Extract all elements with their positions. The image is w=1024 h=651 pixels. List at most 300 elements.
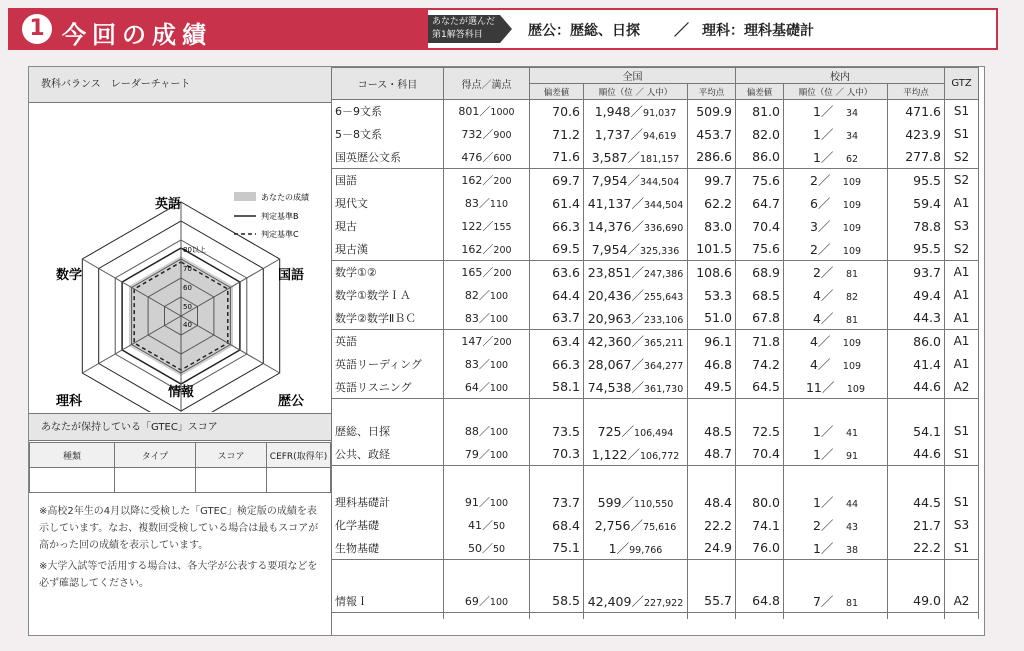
slash-separator: ／ <box>631 265 644 281</box>
chevron-right-icon <box>500 15 512 43</box>
sch-rank-cell <box>784 514 888 537</box>
gtz-grade: A1 <box>953 357 970 371</box>
nat-rank-cell <box>584 330 688 353</box>
slash-separator: ／ <box>627 241 640 257</box>
slash-separator: ／ <box>627 149 640 165</box>
national-deviation: 69.7 <box>552 172 580 188</box>
nat-avg-cell <box>688 238 736 261</box>
national-deviation: 75.1 <box>552 540 580 556</box>
course-cell <box>332 330 444 353</box>
school-rank: 11 <box>805 379 822 395</box>
gtz-cell <box>945 238 979 261</box>
school-count: 91 <box>845 450 859 462</box>
national-count: 227,922 <box>643 597 684 609</box>
score-value: 83 <box>464 311 479 325</box>
sch-dev-cell <box>736 353 784 376</box>
course-cell <box>332 420 444 443</box>
header-bar <box>8 8 998 50</box>
gtz-grade: S1 <box>953 495 970 509</box>
nat-dev-cell <box>530 284 584 307</box>
gtz-grade: S1 <box>953 540 970 555</box>
school-count: 38 <box>845 544 859 556</box>
nat-dev-cell <box>530 215 584 238</box>
slash-separator: ／ <box>630 104 644 120</box>
school-average: 59.4 <box>913 195 941 211</box>
national-deviation: 71.6 <box>552 149 580 165</box>
score-cell <box>444 590 530 613</box>
col-nat-dev: 偏差値 <box>530 84 584 100</box>
slash-separator: ／ <box>820 310 846 326</box>
scale-label-60: 60 <box>183 284 192 292</box>
slash-separator: ／ <box>482 266 494 280</box>
sch-dev-cell <box>736 146 784 169</box>
score-table <box>331 67 979 619</box>
slash-separator: ／ <box>820 288 846 303</box>
national-deviation: 63.6 <box>552 264 580 280</box>
national-rank: 42,409 <box>587 593 632 609</box>
national-count: 344,504 <box>640 177 680 189</box>
score-cell <box>444 146 530 169</box>
school-average: 41.4 <box>913 356 941 372</box>
course-cell <box>332 443 444 466</box>
national-rank: 14,376 <box>587 219 632 234</box>
score-cell <box>444 514 530 537</box>
slash-separator: ／ <box>630 127 644 142</box>
nat-rank-cell <box>584 123 688 146</box>
table-row <box>332 443 979 466</box>
national-count: 255,643 <box>643 292 684 303</box>
school-deviation: 75.6 <box>752 241 780 257</box>
sch-rank-cell <box>784 443 888 466</box>
full-score: 50 <box>492 543 506 555</box>
slash-separator: ／ <box>478 311 490 325</box>
school-deviation: 64.7 <box>752 195 780 211</box>
slash-separator: ／ <box>479 105 491 119</box>
national-rank: 1,948 <box>594 104 631 120</box>
slash-separator: ／ <box>820 265 846 281</box>
school-count: 109 <box>842 177 862 189</box>
national-count: 181,157 <box>640 153 680 165</box>
nat-rank-cell <box>584 353 688 376</box>
full-score: 100 <box>489 449 509 461</box>
slash-separator: ／ <box>621 495 635 510</box>
sch-avg-cell <box>888 514 945 537</box>
national-count: 365,211 <box>643 338 684 350</box>
sch-avg-cell <box>888 146 945 169</box>
table-row <box>332 215 979 238</box>
sch-avg-cell <box>888 100 945 123</box>
national-count: 247,386 <box>643 269 684 281</box>
school-rank: 1 <box>812 104 821 120</box>
slash-separator: ／ <box>478 197 490 210</box>
slash-separator: ／ <box>631 219 644 234</box>
score-cell <box>444 307 530 330</box>
score-value: 476 <box>461 150 483 164</box>
filler-cell <box>945 613 979 619</box>
sch-rank-cell <box>784 215 888 238</box>
sch-rank-cell <box>784 376 888 399</box>
sch-rank-cell <box>784 261 888 284</box>
school-deviation: 64.5 <box>752 379 780 395</box>
course-name: 数学①② <box>335 266 377 280</box>
national-count: 91,037 <box>643 108 677 120</box>
score-value: 162 <box>461 242 483 256</box>
school-average: 44.6 <box>913 446 941 462</box>
legend-score: あなたの成績 <box>261 193 309 202</box>
score-value: 732 <box>461 128 483 141</box>
school-average: 95.5 <box>913 241 941 257</box>
filler-cell <box>530 613 584 619</box>
sch-rank-cell <box>784 537 888 560</box>
school-deviation: 68.5 <box>752 287 780 303</box>
table-row <box>332 307 979 330</box>
slash-separator: ／ <box>482 128 494 141</box>
filler-cell <box>584 613 688 619</box>
score-cell <box>444 284 530 307</box>
school-rank: 4 <box>809 357 818 372</box>
nat-avg-cell <box>688 590 736 613</box>
course-name: 歴総、日探 <box>335 425 390 438</box>
school-average: 78.8 <box>913 218 941 234</box>
header-title-block <box>8 10 428 48</box>
national-rank: 41,137 <box>587 196 632 211</box>
school-deviation: 76.0 <box>752 540 780 556</box>
sch-rank-cell <box>784 123 888 146</box>
gtz-grade: A2 <box>953 379 970 394</box>
section-number: 1 <box>22 14 52 44</box>
school-count: 81 <box>845 597 859 609</box>
nat-rank-cell <box>584 514 688 537</box>
school-count: 81 <box>845 269 859 281</box>
national-rank: 2,756 <box>594 518 631 533</box>
sch-dev-cell <box>736 491 784 514</box>
sch-avg-cell <box>888 420 945 443</box>
gtz-grade: A1 <box>953 334 970 349</box>
chosen-subject-label: あなたが選んだ第1解答科目 <box>428 15 500 43</box>
spacer-cell <box>736 560 784 590</box>
nat-avg-cell <box>688 261 736 284</box>
gtz-cell <box>945 491 979 514</box>
school-count: 41 <box>845 428 859 439</box>
sch-dev-cell <box>736 330 784 353</box>
school-average: 277.8 <box>905 149 941 165</box>
nat-rank-cell <box>584 537 688 560</box>
national-rank: 28,067 <box>587 357 632 372</box>
radar-chart <box>29 104 331 412</box>
nat-dev-cell <box>530 238 584 261</box>
nat-avg-cell <box>688 215 736 238</box>
sch-dev-cell <box>736 537 784 560</box>
nat-rank-cell <box>584 100 688 123</box>
slash-separator: ／ <box>482 150 494 164</box>
national-deviation: 69.5 <box>552 241 580 257</box>
sch-dev-cell <box>736 307 784 330</box>
school-count: 44 <box>845 499 859 510</box>
nat-rank-cell <box>584 376 688 399</box>
nat-dev-cell <box>530 537 584 560</box>
score-cell <box>444 443 530 466</box>
nat-dev-cell <box>530 443 584 466</box>
sch-rank-cell <box>784 100 888 123</box>
legend-b: 判定基準B <box>261 212 299 221</box>
gtz-grade: A1 <box>953 196 970 210</box>
national-rank: 20,963 <box>587 310 632 326</box>
nat-dev-cell <box>530 261 584 284</box>
gtec-col-cefr: CEFR(取得年) <box>267 443 331 468</box>
sch-dev-cell <box>736 284 784 307</box>
school-deviation: 74.1 <box>752 517 780 533</box>
national-count: 325,336 <box>640 245 680 257</box>
national-average: 96.1 <box>704 333 732 349</box>
score-cell <box>444 420 530 443</box>
table-row <box>332 376 979 399</box>
national-deviation: 70.3 <box>552 446 580 462</box>
full-score: 100 <box>489 382 509 394</box>
national-average: 101.5 <box>696 241 732 257</box>
spacer-cell <box>584 466 688 491</box>
gtz-cell <box>945 590 979 613</box>
national-deviation: 73.7 <box>552 494 580 510</box>
national-rank: 599 <box>597 495 622 510</box>
sch-avg-cell <box>888 238 945 261</box>
school-rank: 1 <box>812 540 821 556</box>
school-average: 54.1 <box>913 423 941 439</box>
slash-separator: ／ <box>478 358 490 371</box>
national-deviation: 66.3 <box>552 218 580 234</box>
sch-dev-cell <box>736 100 784 123</box>
school-rank: 2 <box>809 241 818 257</box>
score-value: 79 <box>464 447 479 461</box>
school-count: 109 <box>842 223 862 234</box>
score-value: 64 <box>464 380 479 394</box>
course-name: 生物基礎 <box>335 541 379 555</box>
spacer-cell <box>736 466 784 491</box>
national-count: 361,730 <box>643 383 684 395</box>
legend-c: 判定基準C <box>261 230 299 239</box>
selected-history: 歴公：歴総、日探 <box>528 23 640 39</box>
gtec-note: ※高校2年生の4月以降に受検した「GTEC」検定版の成績を表示しています。なお、複数回受検している場合は最もスコアが高かった回の成績を表示しています。 <box>39 506 319 551</box>
school-rank: 1 <box>812 424 821 439</box>
spacer-cell <box>444 560 530 590</box>
sch-rank-cell <box>784 284 888 307</box>
school-rank: 2 <box>812 265 821 281</box>
school-count: 34 <box>845 108 859 120</box>
school-deviation: 86.0 <box>752 149 780 165</box>
full-score: 50 <box>492 521 506 532</box>
nat-avg-cell <box>688 514 736 537</box>
gtz-cell <box>945 146 979 169</box>
nat-rank-cell <box>584 192 688 215</box>
course-cell <box>332 491 444 514</box>
national-count: 99,766 <box>629 544 663 556</box>
slash-separator: ／ <box>478 496 490 509</box>
national-rank: 42,360 <box>587 334 632 350</box>
school-deviation: 75.6 <box>752 172 780 188</box>
gtz-cell <box>945 123 979 146</box>
school-deviation: 67.8 <box>752 310 780 326</box>
national-count: 110,550 <box>634 499 674 510</box>
spacer-cell <box>784 466 888 491</box>
gtz-cell <box>945 420 979 443</box>
school-deviation: 72.5 <box>752 423 780 439</box>
sch-dev-cell <box>736 261 784 284</box>
gtz-grade: S1 <box>953 424 970 438</box>
slash-separator: ／ <box>482 242 494 256</box>
sch-avg-cell <box>888 123 945 146</box>
national-average: 99.7 <box>704 172 732 188</box>
national-rank: 74,538 <box>587 379 632 395</box>
table-row <box>332 100 979 123</box>
sch-dev-cell <box>736 376 784 399</box>
score-value: 50 <box>467 541 482 555</box>
nat-dev-cell <box>530 169 584 192</box>
nat-rank-cell <box>584 169 688 192</box>
national-rank: 20,436 <box>587 288 632 303</box>
table-row <box>332 590 979 613</box>
slash-separator: ／ <box>631 288 644 303</box>
gtec-col-score: スコア <box>196 443 267 468</box>
score-value: 83 <box>464 197 479 210</box>
col-sch-rank: 順位（位 ／ 人中） <box>784 84 888 100</box>
slash-separator: ／ <box>631 357 644 372</box>
course-name: 現古 <box>335 220 357 233</box>
group-spacer <box>332 466 979 491</box>
axis-label-japanese: 国語 <box>277 268 305 283</box>
sch-rank-cell <box>784 192 888 215</box>
school-deviation: 80.0 <box>752 494 780 510</box>
slash-separator: ／ <box>820 518 846 533</box>
sch-rank-cell <box>784 420 888 443</box>
score-value: 83 <box>464 358 479 371</box>
course-cell <box>332 590 444 613</box>
left-panel <box>29 67 332 635</box>
school-count: 109 <box>842 245 862 257</box>
national-average: 48.7 <box>704 446 732 462</box>
nat-dev-cell <box>530 491 584 514</box>
axis-label-history: 歴公 <box>277 394 305 409</box>
gtz-cell <box>945 443 979 466</box>
slash-separator: ／ <box>481 541 493 555</box>
slash-separator: ／ <box>820 540 846 556</box>
gtec-cell <box>267 468 331 493</box>
course-name: 公共、政経 <box>335 447 390 461</box>
national-average: 46.8 <box>704 356 732 372</box>
col-school: 校内 <box>736 68 945 84</box>
course-name: 化学基礎 <box>335 519 379 532</box>
national-count: 106,494 <box>634 428 674 439</box>
score-value: 41 <box>467 519 482 532</box>
slash-separator: ／ <box>482 174 494 188</box>
full-score: 100 <box>489 596 509 608</box>
score-cell <box>444 261 530 284</box>
spacer-cell <box>332 466 444 491</box>
nat-dev-cell <box>530 123 584 146</box>
national-deviation: 70.6 <box>552 103 580 119</box>
spacer-cell <box>945 560 979 590</box>
sch-avg-cell <box>888 376 945 399</box>
school-rank: 1 <box>812 127 821 142</box>
sch-dev-cell <box>736 192 784 215</box>
gtz-grade: S2 <box>953 173 970 188</box>
sch-avg-cell <box>888 537 945 560</box>
table-row <box>332 123 979 146</box>
nat-dev-cell <box>530 376 584 399</box>
slash-separator: ／ <box>821 379 847 395</box>
spacer-cell <box>736 399 784 420</box>
gtz-cell <box>945 330 979 353</box>
gtz-grade: S2 <box>953 241 970 256</box>
score-value: 91 <box>464 496 479 509</box>
school-average: 95.5 <box>913 172 941 188</box>
gtz-grade: A1 <box>953 265 970 280</box>
spacer-cell <box>444 466 530 491</box>
school-deviation: 82.0 <box>752 126 780 142</box>
national-average: 83.0 <box>704 218 732 234</box>
col-nat-rank: 順位（位 ／ 人中） <box>584 84 688 100</box>
school-rank: 4 <box>812 310 821 326</box>
nat-avg-cell <box>688 491 736 514</box>
national-average: 51.0 <box>704 310 732 326</box>
course-cell <box>332 146 444 169</box>
nat-rank-cell <box>584 307 688 330</box>
course-name: 6－9文系 <box>335 105 382 119</box>
spacer-cell <box>584 399 688 420</box>
school-count: 109 <box>842 338 862 350</box>
filler-cell <box>784 613 888 619</box>
sch-dev-cell <box>736 443 784 466</box>
spacer-cell <box>784 560 888 590</box>
gtz-grade: S1 <box>953 104 970 119</box>
table-row <box>332 238 979 261</box>
gtz-grade: S3 <box>953 518 970 532</box>
slash-separator: ／ <box>631 379 644 395</box>
results-card <box>28 66 985 636</box>
score-cell <box>444 238 530 261</box>
radar-legend <box>234 192 310 239</box>
sch-dev-cell <box>736 420 784 443</box>
school-deviation: 70.4 <box>752 446 780 462</box>
course-cell <box>332 215 444 238</box>
nat-dev-cell <box>530 192 584 215</box>
national-rank: 23,851 <box>587 265 632 281</box>
full-score: 100 <box>489 313 509 325</box>
course-cell <box>332 169 444 192</box>
score-value: 88 <box>464 425 479 438</box>
school-rank: 2 <box>812 518 821 533</box>
school-count: 109 <box>842 200 862 211</box>
gtz-cell <box>945 514 979 537</box>
national-rank: 3,587 <box>591 149 628 165</box>
gtz-cell <box>945 376 979 399</box>
filler-cell <box>688 613 736 619</box>
course-cell <box>332 100 444 123</box>
slash-separator: ／ <box>820 495 846 510</box>
course-cell <box>332 537 444 560</box>
school-rank: 6 <box>809 196 818 211</box>
sch-rank-cell <box>784 307 888 330</box>
school-average: 49.4 <box>913 287 941 303</box>
national-average: 24.9 <box>704 540 732 556</box>
score-cell <box>444 353 530 376</box>
school-count: 109 <box>842 361 862 372</box>
national-average: 22.2 <box>704 517 732 533</box>
spacer-cell <box>332 399 444 420</box>
nat-avg-cell <box>688 537 736 560</box>
score-cell <box>444 123 530 146</box>
school-rank: 1 <box>812 149 821 165</box>
table-row <box>332 169 979 192</box>
course-name: 国英歴公文系 <box>335 150 401 164</box>
